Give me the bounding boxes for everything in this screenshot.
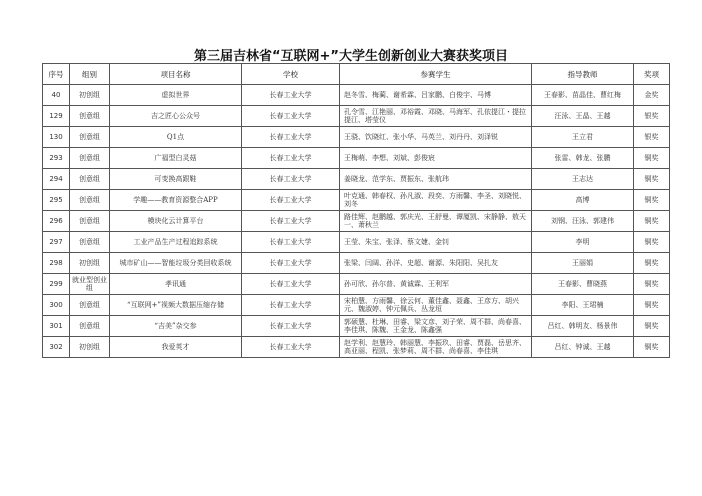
- cell-award-text: 银奖: [644, 111, 659, 120]
- cell-teachers-text: 李阳、王珺楠: [561, 300, 604, 309]
- cell-group-text: 创意组: [79, 174, 100, 183]
- cell-id-text: 129: [49, 111, 63, 120]
- cell-group-text: 创意组: [79, 321, 100, 330]
- cell-project-text: 城市矿山——智能垃圾分类回收系统: [119, 258, 232, 267]
- cell-teachers-text: 吕红、韩明友、杨景伟: [547, 321, 618, 330]
- cell-school-text: 长春工业大学: [269, 342, 312, 351]
- awards-table: [42, 63, 670, 358]
- cell-id: [43, 190, 70, 211]
- cell-project: [110, 169, 242, 190]
- cell-award-text: 铜奖: [644, 153, 659, 162]
- cell-id-text: 293: [49, 153, 63, 162]
- cell-students: [340, 106, 532, 127]
- cell-students-text: 孔令雪、江艳丽、邓裕霞、邓晓、马海军、孔依提江・提拉提江、塔莹仪: [344, 107, 526, 124]
- cell-school: [242, 232, 340, 253]
- cell-group: [70, 211, 110, 232]
- cell-award: [634, 148, 670, 169]
- cell-project: [110, 211, 242, 232]
- cell-id: [43, 274, 70, 295]
- cell-project-text: 工业产品生产过程追踪系统: [133, 237, 218, 246]
- cell-group-text: 创意组: [79, 237, 100, 246]
- cell-project: [110, 337, 242, 358]
- cell-award: [634, 85, 670, 106]
- cell-teachers: [532, 148, 634, 169]
- cell-students-text: 赵学利、赵慧玲、韩丽慧、李振玖、田睿、贾磊、岳思齐、高亚丽、程凯、张梦莉、周不群、尚春喜、李佳琪: [344, 338, 526, 355]
- table-row: [43, 316, 670, 337]
- cell-id-text: 40: [51, 90, 61, 99]
- cell-award-text: 铜奖: [644, 195, 659, 204]
- cell-students-text: 郭硕慧、杜琳、田睿、梁文彦、刘子荣、周不群、尚春喜、李佳琪、陈魏、王金龙、陈鑫强: [344, 317, 526, 334]
- table-row: [43, 253, 670, 274]
- cell-id: [43, 337, 70, 358]
- cell-project-text: Q1点: [166, 132, 185, 141]
- cell-school: [242, 127, 340, 148]
- cell-group-text: 创意组: [79, 300, 100, 309]
- cell-school-text: 长春工业大学: [269, 195, 312, 204]
- cell-id: [43, 211, 70, 232]
- cell-group: [70, 253, 110, 274]
- cell-award: [634, 106, 670, 127]
- table-row: [43, 295, 670, 316]
- cell-school: [242, 337, 340, 358]
- cell-group: [70, 274, 110, 295]
- cell-id-text: 130: [49, 132, 63, 141]
- cell-school-text: 长春工业大学: [269, 132, 312, 141]
- cell-students-text: 王莹、朱宝、张泽、蔡文婕、金钊: [344, 237, 449, 246]
- cell-teachers: [532, 253, 634, 274]
- header-teachers: 指导教师: [532, 64, 634, 85]
- header-row: [43, 64, 670, 85]
- cell-group: [70, 106, 110, 127]
- header-award: 奖项: [634, 64, 670, 85]
- cell-teachers-text: 李明: [575, 237, 590, 246]
- cell-school: [242, 169, 340, 190]
- cell-students: [340, 295, 532, 316]
- cell-students: [340, 127, 532, 148]
- cell-teachers: [532, 295, 634, 316]
- cell-students-text: 姜晓龙、范学东、贾振东、张航玮: [344, 174, 449, 183]
- cell-id: [43, 106, 70, 127]
- header-id: 序号: [43, 64, 70, 85]
- cell-project: [110, 127, 242, 148]
- cell-school-text: 长春工业大学: [269, 258, 312, 267]
- cell-group-text: 就业型创业组: [72, 275, 107, 292]
- cell-id: [43, 316, 70, 337]
- cell-school: [242, 85, 340, 106]
- cell-school: [242, 295, 340, 316]
- cell-project: [110, 148, 242, 169]
- cell-students: [340, 337, 532, 358]
- cell-award: [634, 253, 670, 274]
- cell-id-text: 297: [49, 237, 63, 246]
- table-row: [43, 85, 670, 106]
- cell-school: [242, 106, 340, 127]
- cell-project-text: 可变换高跟鞋: [154, 174, 197, 183]
- cell-students-text: 王梅萌、李想、刘斌、彭俊宸: [344, 153, 435, 162]
- cell-teachers-text: 吕红、钟诚、王越: [554, 342, 611, 351]
- cell-group: [70, 169, 110, 190]
- cell-group: [70, 316, 110, 337]
- cell-teachers: [532, 106, 634, 127]
- cell-students: [340, 169, 532, 190]
- table-row: [43, 169, 670, 190]
- cell-award-text: 金奖: [644, 90, 659, 99]
- page-title: 第三届吉林省“互联网+”大学生创新创业大赛获奖项目: [194, 49, 508, 64]
- table-row: [43, 127, 670, 148]
- cell-school: [242, 148, 340, 169]
- cell-project-text: “吉美”杂交参: [154, 321, 197, 330]
- cell-project: [110, 232, 242, 253]
- cell-school: [242, 274, 340, 295]
- cell-teachers: [532, 85, 634, 106]
- cell-award: [634, 211, 670, 232]
- cell-students: [340, 253, 532, 274]
- cell-award-text: 铜奖: [644, 300, 659, 309]
- cell-project: [110, 274, 242, 295]
- cell-school-text: 长春工业大学: [269, 90, 312, 99]
- cell-project-text: 孝讯通: [165, 279, 186, 288]
- cell-students-text: 赵冬雪、梅蔺、谢希霖、吕家鹏、白俊宇、马博: [344, 90, 491, 99]
- cell-teachers-text: 刘钢、汪泳、郭建伟: [551, 216, 614, 225]
- cell-students-text: 宋柏慧、方雨馨、徐云何、董佳鑫、聂鑫、王彦方、胡兴元、魏淑婷、钟元佩兵、丛龙垣: [344, 296, 519, 313]
- cell-group-text: 创意组: [79, 111, 100, 120]
- header-students: 参赛学生: [340, 64, 532, 85]
- cell-award-text: 银奖: [644, 132, 659, 141]
- cell-project-text: 广福型白灵菇: [154, 153, 197, 162]
- cell-teachers-text: 张雷、韩龙、张鹏: [554, 153, 611, 162]
- cell-teachers-text: 汪泳、王晶、王越: [554, 111, 611, 120]
- cell-award-text: 铜奖: [644, 216, 659, 225]
- cell-award-text: 铜奖: [644, 342, 659, 351]
- cell-students-text: 路佳辉、赵鹏越、郭庆光、王舒曼、谭厦凯、宋静静、敖天一、萧秋兰: [344, 212, 526, 229]
- cell-students: [340, 211, 532, 232]
- cell-teachers-text: 王立君: [572, 132, 593, 141]
- cell-project-text: 虚拟世界: [161, 90, 190, 99]
- cell-award-text: 铜奖: [644, 279, 659, 288]
- cell-group-text: 创意组: [79, 195, 100, 204]
- cell-project-text: “互联网+”视频大数据压缩存储: [126, 300, 225, 309]
- header-school: 学校: [242, 64, 340, 85]
- cell-group: [70, 190, 110, 211]
- cell-teachers: [532, 190, 634, 211]
- cell-students: [340, 316, 532, 337]
- cell-group-text: 初创组: [79, 90, 100, 99]
- cell-project-text: 学趣——教育资源整合APP: [133, 195, 218, 204]
- cell-teachers: [532, 127, 634, 148]
- cell-school: [242, 190, 340, 211]
- header-project: 项目名称: [110, 64, 242, 85]
- cell-group-text: 创意组: [79, 216, 100, 225]
- cell-id-text: 298: [49, 258, 63, 267]
- cell-award: [634, 316, 670, 337]
- cell-school: [242, 211, 340, 232]
- cell-project: [110, 190, 242, 211]
- cell-group: [70, 337, 110, 358]
- cell-group-text: 创意组: [79, 132, 100, 141]
- cell-teachers-text: 王春影、苗晶佳、曹红梅: [544, 90, 621, 99]
- cell-id: [43, 169, 70, 190]
- cell-teachers: [532, 316, 634, 337]
- cell-id: [43, 148, 70, 169]
- cell-students-text: 王骁、饮晓红、张小华、马英兰、刘丹丹、刘泽锐: [344, 132, 498, 141]
- cell-group: [70, 85, 110, 106]
- cell-teachers: [532, 337, 634, 358]
- cell-id-text: 302: [49, 342, 63, 351]
- cell-school-text: 长春工业大学: [269, 153, 312, 162]
- cell-students: [340, 232, 532, 253]
- cell-award: [634, 169, 670, 190]
- cell-school-text: 长春工业大学: [269, 174, 312, 183]
- cell-award: [634, 337, 670, 358]
- cell-award-text: 铜奖: [644, 174, 659, 183]
- cell-award-text: 铜奖: [644, 258, 659, 267]
- cell-school: [242, 316, 340, 337]
- cell-students-text: 张梁、闫阔、孙洋、史超、谢源、朱阳阳、吴扎友: [344, 258, 498, 267]
- cell-group-text: 初创组: [79, 342, 100, 351]
- cell-project-text: 模块化云计算平台: [147, 216, 204, 225]
- cell-id: [43, 127, 70, 148]
- cell-id-text: 299: [49, 279, 63, 288]
- cell-id: [43, 232, 70, 253]
- cell-school: [242, 253, 340, 274]
- cell-group: [70, 232, 110, 253]
- cell-students: [340, 190, 532, 211]
- cell-school-text: 长春工业大学: [269, 321, 312, 330]
- cell-id-text: 296: [49, 216, 63, 225]
- table-row: [43, 148, 670, 169]
- table-row: [43, 106, 670, 127]
- table-row: [43, 211, 670, 232]
- cell-project-text: 我爱英才: [161, 342, 190, 351]
- cell-award-text: 铜奖: [644, 237, 659, 246]
- cell-id-text: 301: [49, 321, 63, 330]
- cell-teachers-text: 王春影、曹晓燕: [558, 279, 607, 288]
- cell-school-text: 长春工业大学: [269, 237, 312, 246]
- cell-award: [634, 127, 670, 148]
- cell-students: [340, 148, 532, 169]
- cell-students: [340, 274, 532, 295]
- cell-id: [43, 295, 70, 316]
- cell-students-text: 叶克通、韩春权、孙凡淑、段奕、方雨馨、李圣、刘晓悦、刘冬: [344, 191, 526, 208]
- cell-award-text: 铜奖: [644, 321, 659, 330]
- cell-group: [70, 127, 110, 148]
- cell-teachers: [532, 211, 634, 232]
- cell-school-text: 长春工业大学: [269, 216, 312, 225]
- cell-project: [110, 253, 242, 274]
- cell-project: [110, 106, 242, 127]
- cell-project: [110, 295, 242, 316]
- cell-project: [110, 85, 242, 106]
- cell-id-text: 295: [49, 195, 63, 204]
- cell-group-text: 创意组: [79, 153, 100, 162]
- cell-group-text: 初创组: [79, 258, 100, 267]
- cell-group: [70, 148, 110, 169]
- cell-id-text: 294: [49, 174, 63, 183]
- cell-id: [43, 85, 70, 106]
- cell-award: [634, 295, 670, 316]
- cell-school-text: 长春工业大学: [269, 111, 312, 120]
- table-row: [43, 190, 670, 211]
- cell-teachers: [532, 169, 634, 190]
- cell-award: [634, 274, 670, 295]
- cell-project-text: 吉之匠心公众号: [151, 111, 200, 120]
- cell-teachers: [532, 274, 634, 295]
- cell-id: [43, 253, 70, 274]
- cell-teachers-text: 王志达: [572, 174, 593, 183]
- table-row: [43, 232, 670, 253]
- header-group: 组别: [70, 64, 110, 85]
- table-row: [43, 274, 670, 295]
- cell-teachers-text: 王丽娟: [572, 258, 593, 267]
- cell-teachers-text: 高博: [575, 195, 590, 204]
- cell-teachers: [532, 232, 634, 253]
- cell-group: [70, 295, 110, 316]
- table-row: [43, 337, 670, 358]
- cell-award: [634, 232, 670, 253]
- cell-school-text: 长春工业大学: [269, 300, 312, 309]
- cell-students: [340, 85, 532, 106]
- cell-id-text: 300: [49, 300, 63, 309]
- cell-school-text: 长春工业大学: [269, 279, 312, 288]
- cell-project: [110, 316, 242, 337]
- cell-students-text: 孙可欣、孙尔普、黄诚霖、王利军: [344, 279, 449, 288]
- cell-award: [634, 190, 670, 211]
